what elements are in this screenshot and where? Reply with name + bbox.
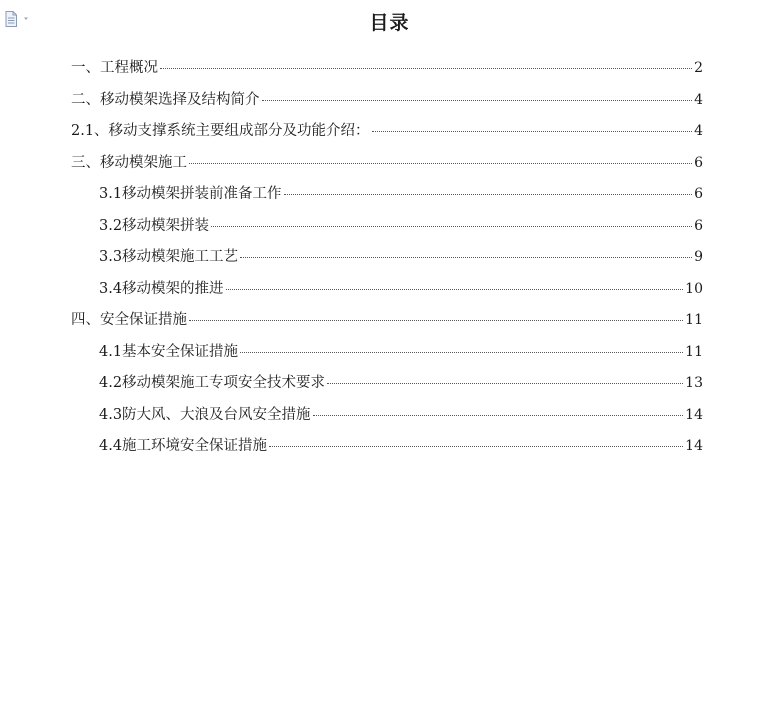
toc-dot-leader bbox=[269, 446, 683, 447]
toc-page-number: 6 bbox=[694, 186, 703, 202]
toc-page-number: 6 bbox=[694, 155, 703, 171]
toc-entry[interactable] bbox=[71, 308, 703, 332]
toc-entry-text: 3.2移动模架拼装 bbox=[99, 218, 210, 234]
toc-dot-leader bbox=[189, 320, 683, 321]
toc-dot-leader bbox=[211, 226, 692, 227]
toc-dot-leader bbox=[226, 289, 684, 290]
toc-page-number: 4 bbox=[694, 92, 703, 108]
toc-entry[interactable] bbox=[71, 119, 703, 143]
toc-page-number: 11 bbox=[685, 344, 703, 360]
toc-entry-text: 4.3防大风、大浪及台风安全措施 bbox=[99, 407, 311, 423]
toc-dot-leader bbox=[189, 163, 692, 164]
toc-entry-text: 一、工程概况 bbox=[71, 60, 158, 76]
toc-entry-text: 四、安全保证措施 bbox=[71, 312, 187, 328]
toc-dot-leader bbox=[284, 194, 693, 195]
toc-page-number: 9 bbox=[694, 249, 703, 265]
toc-entry[interactable] bbox=[71, 88, 703, 112]
toc-entry-text: 三、移动模架施工 bbox=[71, 155, 187, 171]
toc-dot-leader bbox=[327, 383, 683, 384]
toc-entry[interactable] bbox=[99, 434, 703, 458]
toc-page-number: 6 bbox=[694, 218, 703, 234]
toc-entry[interactable] bbox=[99, 245, 703, 269]
toc-entry[interactable] bbox=[99, 371, 703, 395]
toc-dot-leader bbox=[160, 68, 692, 69]
toc-page-number: 2 bbox=[694, 60, 703, 76]
toc-dot-leader bbox=[240, 257, 692, 258]
toc-page-number: 14 bbox=[685, 438, 703, 454]
page-title: 目录 bbox=[369, 12, 410, 34]
toc-entry-text: 3.1移动模架拼装前准备工作 bbox=[99, 186, 282, 202]
toc-dot-leader bbox=[240, 352, 683, 353]
toc-entry-text: 3.4移动模架的推进 bbox=[99, 281, 224, 297]
toc-entry[interactable] bbox=[99, 403, 703, 427]
toc-page-number: 14 bbox=[685, 407, 703, 423]
toc-entry-text: 4.2移动模架施工专项安全技术要求 bbox=[99, 375, 326, 391]
toc-dot-leader bbox=[372, 131, 693, 132]
toc-entry-text: 3.3移动模架施工工艺 bbox=[99, 249, 239, 265]
toc-dot-leader bbox=[262, 100, 693, 101]
toc-entry-text: 4.4施工环境安全保证措施 bbox=[99, 438, 268, 454]
toc-entry[interactable] bbox=[99, 340, 703, 364]
toc-entry[interactable] bbox=[71, 56, 703, 80]
toc-entry-text: 二、移动模架选择及结构简介 bbox=[71, 92, 260, 108]
toc-entry[interactable] bbox=[99, 277, 703, 301]
toc-page-number: 13 bbox=[685, 375, 703, 391]
toc-entry-text: 4.1基本安全保证措施 bbox=[99, 344, 239, 360]
toc-entry[interactable] bbox=[99, 182, 703, 206]
toc-page-number: 11 bbox=[685, 312, 703, 328]
toc-entry[interactable] bbox=[71, 151, 703, 175]
toc-entry[interactable] bbox=[99, 214, 703, 238]
toc-page-number: 10 bbox=[685, 281, 703, 297]
toc-page-number: 4 bbox=[694, 123, 703, 139]
toc-entry-text: 2.1、移动支撑系统主要组成部分及功能介绍： bbox=[71, 123, 370, 139]
toc-dot-leader bbox=[313, 415, 684, 416]
